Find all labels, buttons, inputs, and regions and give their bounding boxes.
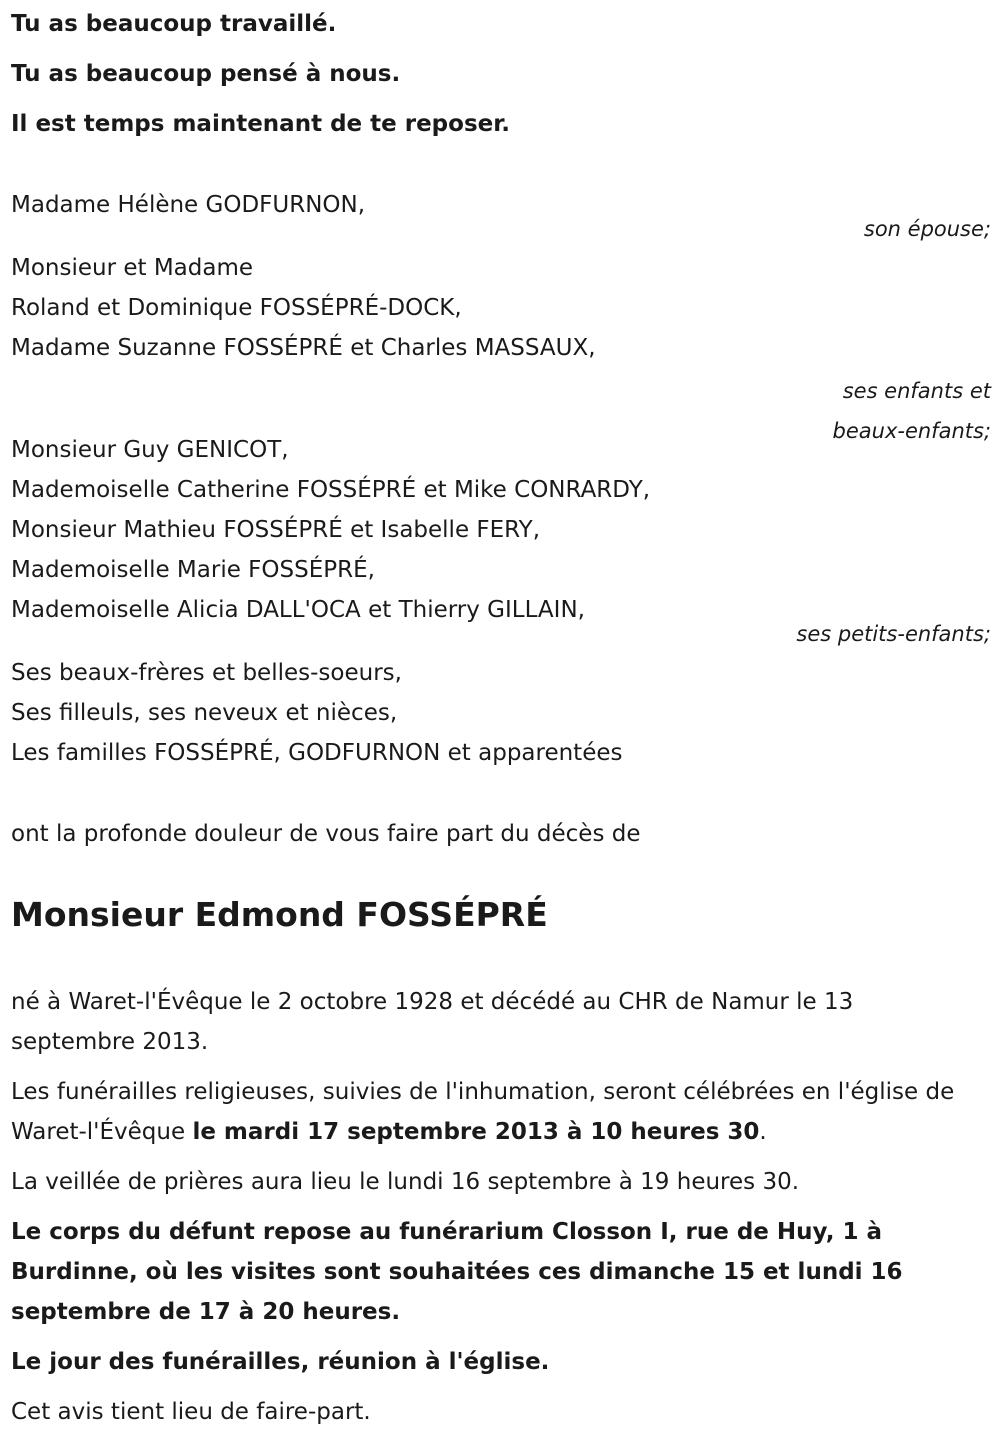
poem-line-2: Tu as beaucoup pensé à nous.	[11, 61, 401, 87]
deceased-section	[11, 895, 991, 935]
family-line-1: Ses beaux-frères et belles-soeurs,	[11, 660, 402, 686]
children-line-3: Madame Suzanne FOSSÉPRÉ et Charles MASSAUX,	[11, 335, 596, 361]
spouse-name: Madame Hélène GODFURNON,	[11, 192, 366, 218]
grandchild-line-5: Mademoiselle Alicia DALL'OCA et Thierry GILLAIN,	[11, 597, 585, 623]
children-role-1: ses enfants et	[842, 379, 991, 403]
grandchild-line-3: Monsieur Mathieu FOSSÉPRÉ et Isabelle FERY,	[11, 517, 541, 543]
funeral-paragraph	[11, 1072, 981, 1152]
children-line-2: Roland et Dominique FOSSÉPRÉ-DOCK,	[11, 295, 462, 321]
children-role-2: beaux-enfants;	[832, 419, 991, 443]
family-section	[11, 653, 991, 773]
grandchild-line-4: Mademoiselle Marie FOSSÉPRÉ,	[11, 557, 375, 583]
notice-text: Cet avis tient lieu de faire-part.	[11, 1399, 371, 1425]
body-location-text: Le corps du défunt repose au funérarium Closson I, rue de Huy, 1 à Burdinne, où les visites sont souhaitées ces dimanche 15 et lundi 16 septembre de 17 à 20 heures.	[11, 1219, 903, 1325]
poem	[11, 0, 991, 150]
spouse-role: son épouse;	[863, 217, 991, 241]
funeral-prefix: Les funérailles religieuses, suivies de l'inhumation, seront célébrées en l'église de Waret-l'Évêque	[11, 1079, 955, 1145]
vigil-text: La veillée de prières aura lieu le lundi 16 septembre à 19 heures 30.	[11, 1169, 800, 1195]
announcement-text: ont la profonde douleur de vous faire part du décès de	[11, 821, 641, 847]
deceased-name: Monsieur Edmond FOSSÉPRÉ	[11, 895, 548, 934]
birth-death-text: né à Waret-l'Évêque le 2 octobre 1928 et décédé au CHR de Namur le 13 septembre 2013.	[11, 989, 854, 1055]
funeral-suffix: .	[759, 1119, 767, 1145]
grandchildren-section	[11, 430, 991, 654]
family-line-2: Ses filleuls, ses neveux et nièces,	[11, 700, 398, 726]
poem-line-3: Il est temps maintenant de te reposer.	[11, 111, 511, 137]
children-section	[11, 248, 991, 451]
grandchild-line-2: Mademoiselle Catherine FOSSÉPRÉ et Mike CONRARDY,	[11, 477, 651, 503]
spouse-section	[11, 185, 991, 249]
poem-line-1: Tu as beaucoup travaillé.	[11, 11, 337, 37]
announcement-section	[11, 814, 991, 854]
grandchild-line-1: Monsieur Guy GENICOT,	[11, 437, 289, 463]
funeral-date: le mardi 17 septembre 2013 à 10 heures 30	[192, 1119, 760, 1145]
family-line-3: Les familles FOSSÉPRÉ, GODFURNON et apparentées	[11, 740, 623, 766]
grandchildren-role: ses petits-enfants;	[796, 622, 991, 646]
children-line-1: Monsieur et Madame	[11, 255, 254, 281]
details-section	[11, 982, 981, 1432]
meeting-text: Le jour des funérailles, réunion à l'église.	[11, 1349, 550, 1375]
